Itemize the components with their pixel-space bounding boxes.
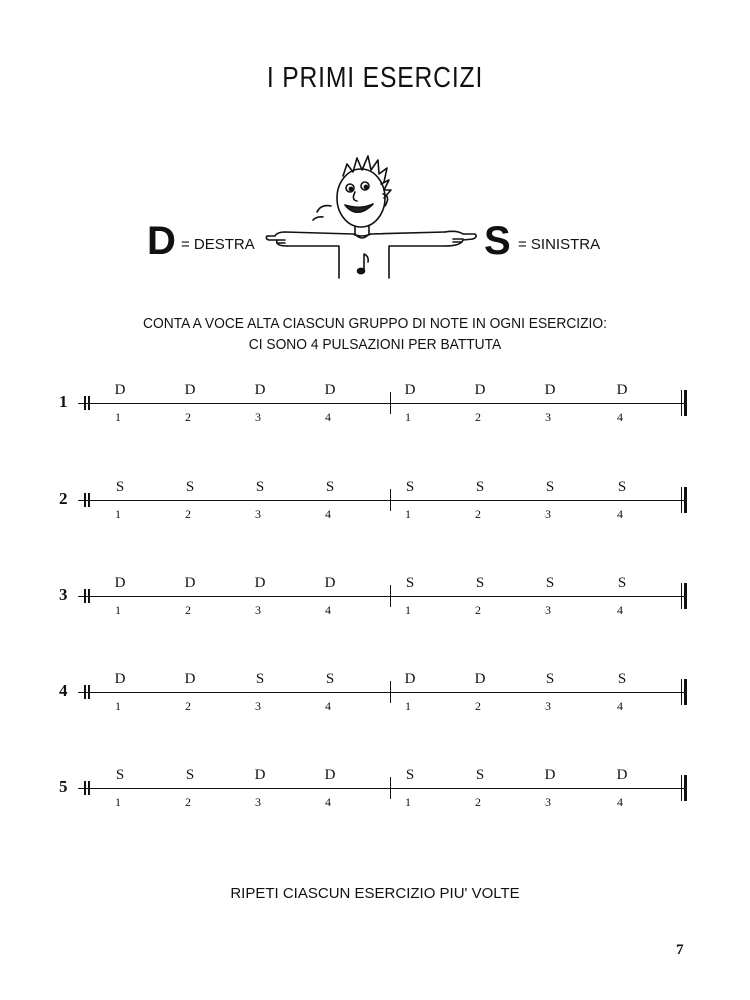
sticking-letter: D xyxy=(184,382,196,398)
beat-count: 3 xyxy=(255,507,261,521)
beat-count: 2 xyxy=(475,795,481,809)
beat-count: 1 xyxy=(405,795,411,809)
sticking-letter: D xyxy=(254,575,266,591)
final-bar-thick xyxy=(684,775,687,801)
staff-line xyxy=(78,500,686,501)
staff-line xyxy=(78,788,686,789)
page-number: 7 xyxy=(676,942,684,958)
beat-count: 2 xyxy=(475,603,481,617)
beat-count: 3 xyxy=(545,410,551,424)
sticking-letter: S xyxy=(617,479,627,495)
measure-bar-line xyxy=(390,681,391,703)
legend-s-letter: S xyxy=(484,219,511,263)
beat-count: 1 xyxy=(115,699,121,713)
sticking-letter: S xyxy=(405,575,415,591)
final-bar-thick xyxy=(684,487,687,513)
final-bar-thin xyxy=(681,487,682,513)
sticking-letter: D xyxy=(184,671,196,687)
sticking-letter: D xyxy=(474,382,486,398)
beat-count: 2 xyxy=(185,410,191,424)
legend-d-letter: D xyxy=(147,219,176,263)
staff-line xyxy=(78,403,686,404)
sticking-letter: D xyxy=(404,382,416,398)
beat-count: 4 xyxy=(325,410,331,424)
beat-count: 4 xyxy=(617,795,623,809)
beat-count: 1 xyxy=(405,603,411,617)
sticking-letter: S xyxy=(115,767,125,783)
beat-count: 1 xyxy=(405,507,411,521)
final-bar-thin xyxy=(681,775,682,801)
sticking-letter: D xyxy=(324,767,336,783)
sticking-letter: S xyxy=(617,671,627,687)
legend-s-meaning: = SINISTRA xyxy=(518,236,601,253)
sticking-letter: D xyxy=(114,382,126,398)
beat-count: 3 xyxy=(255,603,261,617)
sticking-letter: S xyxy=(545,575,555,591)
beat-count: 4 xyxy=(617,603,623,617)
beat-count: 2 xyxy=(475,410,481,424)
measure-bar-line xyxy=(390,392,391,414)
sticking-letter: D xyxy=(474,671,486,687)
sticking-letter: S xyxy=(475,767,485,783)
final-bar-thin xyxy=(681,583,682,609)
beat-count: 4 xyxy=(617,699,623,713)
final-bar-thick xyxy=(684,679,687,705)
sticking-letter: S xyxy=(475,575,485,591)
beat-count: 3 xyxy=(545,699,551,713)
beat-count: 1 xyxy=(115,410,121,424)
beat-count: 3 xyxy=(255,410,261,424)
sticking-letter: S xyxy=(475,479,485,495)
beat-count: 4 xyxy=(325,795,331,809)
beat-count: 4 xyxy=(325,699,331,713)
beat-count: 1 xyxy=(405,410,411,424)
beat-count: 4 xyxy=(617,410,623,424)
beat-count: 3 xyxy=(255,795,261,809)
beat-count: 3 xyxy=(545,603,551,617)
sticking-letter: S xyxy=(325,671,335,687)
sticking-letter: D xyxy=(184,575,196,591)
sticking-letter: D xyxy=(254,382,266,398)
sticking-letter: S xyxy=(185,767,195,783)
beat-count: 3 xyxy=(255,699,261,713)
sticking-letter: D xyxy=(114,575,126,591)
beat-count: 4 xyxy=(325,507,331,521)
cartoon-boy-illustration xyxy=(265,150,480,280)
sticking-letter: S xyxy=(405,479,415,495)
sticking-letter: D xyxy=(616,767,628,783)
instructions xyxy=(0,313,750,355)
measure-bar-line xyxy=(390,585,391,607)
sticking-letter: S xyxy=(325,479,335,495)
sticking-letter: S xyxy=(405,767,415,783)
beat-count: 2 xyxy=(185,507,191,521)
beat-count: 4 xyxy=(325,603,331,617)
measure-bar-line xyxy=(390,777,391,799)
footer-note: RIPETI CIASCUN ESERCIZIO PIU' VOLTE xyxy=(230,885,520,902)
sticking-letter: D xyxy=(114,671,126,687)
final-bar-thick xyxy=(684,390,687,416)
sticking-letter: S xyxy=(255,479,265,495)
final-bar-thin xyxy=(681,679,682,705)
beat-count: 1 xyxy=(115,507,121,521)
beat-count: 2 xyxy=(185,603,191,617)
final-bar-thin xyxy=(681,390,682,416)
beat-count: 1 xyxy=(115,795,121,809)
sticking-letter: D xyxy=(544,767,556,783)
sticking-letter: D xyxy=(324,382,336,398)
beat-count: 3 xyxy=(545,795,551,809)
beat-count: 1 xyxy=(115,603,121,617)
instruction-line-1: CONTA A VOCE ALTA CIASCUN GRUPPO DI NOTE IN OGNI ESERCIZIO: xyxy=(143,315,607,332)
beat-count: 1 xyxy=(405,699,411,713)
beat-count: 2 xyxy=(185,699,191,713)
staff-line xyxy=(78,596,686,597)
beat-count: 4 xyxy=(617,507,623,521)
beat-count: 2 xyxy=(475,699,481,713)
beat-count: 2 xyxy=(475,507,481,521)
exercise-number: 1 xyxy=(59,392,68,411)
final-bar-thick xyxy=(684,583,687,609)
exercise-number: 3 xyxy=(59,585,68,604)
beat-count: 2 xyxy=(185,795,191,809)
sticking-letter: D xyxy=(254,767,266,783)
measure-bar-line xyxy=(390,489,391,511)
sticking-letter: S xyxy=(545,479,555,495)
sticking-letter: S xyxy=(255,671,265,687)
sticking-letter: S xyxy=(115,479,125,495)
exercise-number: 4 xyxy=(59,681,68,700)
exercise-number: 2 xyxy=(59,489,68,508)
sticking-letter: S xyxy=(617,575,627,591)
sticking-letter: D xyxy=(616,382,628,398)
page-title: I PRIMI ESERCIZI xyxy=(266,62,484,94)
sticking-letter: D xyxy=(544,382,556,398)
sticking-letter: D xyxy=(324,575,336,591)
sticking-letter: D xyxy=(404,671,416,687)
legend-d-meaning: = DESTRA xyxy=(181,236,255,253)
beat-count: 3 xyxy=(545,507,551,521)
sticking-letter: S xyxy=(185,479,195,495)
staff-line xyxy=(78,692,686,693)
instruction-line-2: CI SONO 4 PULSAZIONI PER BATTUTA xyxy=(248,336,502,353)
sticking-letter: S xyxy=(545,671,555,687)
exercise-number: 5 xyxy=(59,777,68,796)
